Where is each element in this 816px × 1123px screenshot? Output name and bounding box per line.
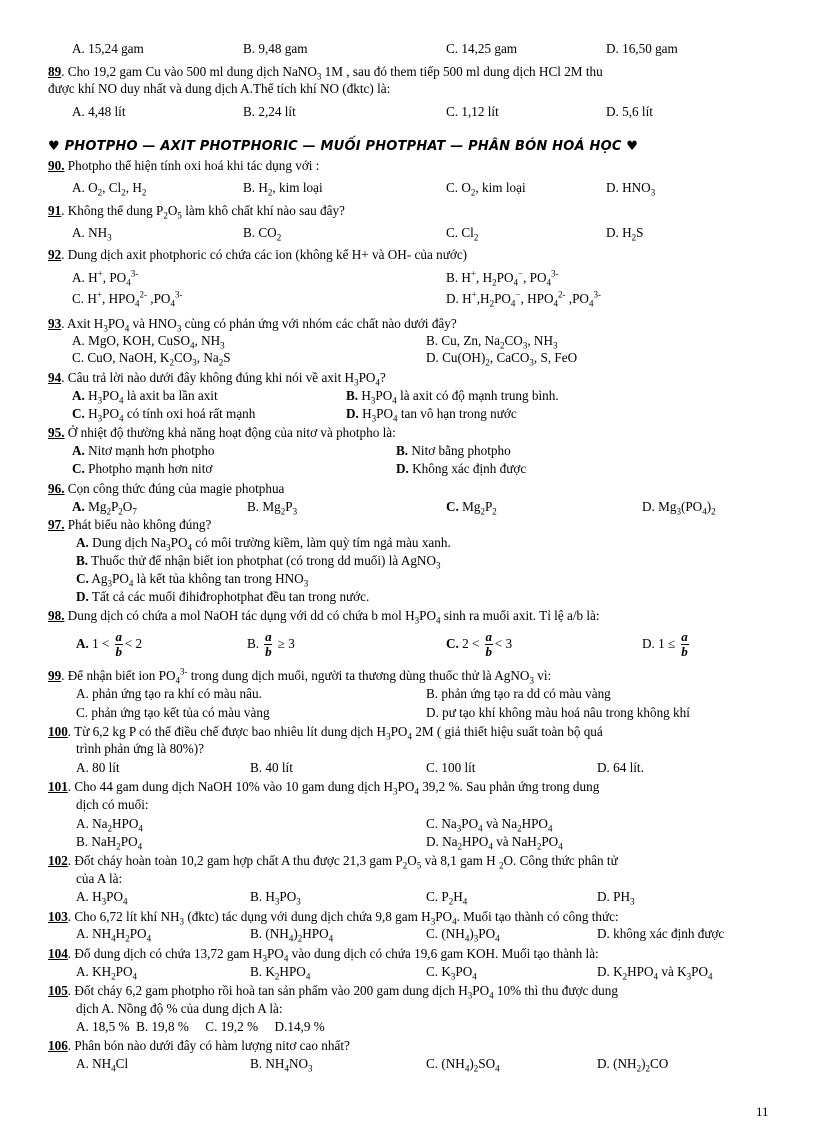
q96-option-d: D. $Mg_3(PO_4)_2$ <box>642 499 716 517</box>
q95-option-b: B. Nitơ bằng photpho <box>396 443 511 458</box>
q99-option-c: C. phản ứng tạo kết tủa có màu vàng <box>76 705 270 720</box>
q100-line1: 100. Từ 6,2 kg P có thể điều chế được bao nhiêu lít dung dịch $H_3PO_4$ 2M ( giả thiết hiệu suất toàn bộ quá <box>48 724 603 742</box>
q97-option-b: B. Thuốc thử để nhận biết ion photphat (có trong dd muối) là AgNO$_3$ <box>76 553 441 571</box>
q93-option-a: A. MgO, KOH, CuSO$_4$, $NH_3$ <box>72 333 225 351</box>
q99-option-a: A. phản ứng tạo ra khí có màu nâu. <box>76 686 262 701</box>
q91-option-c: C. $Cl_2$ <box>446 225 479 243</box>
q104-option-c: C. $K_3PO_4$ <box>426 964 477 982</box>
q101-line2: dịch có muối: <box>76 797 149 812</box>
q101-option-d: D. $Na_2HPO_4$ và $NaH_2PO_4$ <box>426 834 563 852</box>
page-number: 11 <box>756 1104 769 1119</box>
q93-stem: 93. Axit $H_3PO_4$ và $HNO_3$ cùng có phản ứng với nhóm các chất nào dưới đây? <box>48 316 457 334</box>
q95-stem: 95. Ở nhiệt độ thường khả năng hoạt động của nitơ và photpho là: <box>48 425 396 440</box>
q93-option-b: B. Cu, Zn, $Na_2CO_3$, $NH_3$ <box>426 333 558 351</box>
q100-option-c: C. 100 lít <box>426 760 476 775</box>
q89-option-c: C. 1,12 lít <box>446 104 499 119</box>
q88-option-d: D. 16,50 gam <box>606 41 678 56</box>
q95-option-a: A. Nitơ mạnh hơn photpho <box>72 443 215 458</box>
q106-option-b: B. $NH_4NO_3$ <box>250 1056 313 1074</box>
q89-option-d: D. 5,6 lít <box>606 104 653 119</box>
q100-option-a: A. 80 lít <box>76 760 120 775</box>
q92-option-a: A. H+, $PO_4^{3-}$ <box>72 268 139 288</box>
q102-line1: 102. Đốt cháy hoàn toàn 10,2 gam hợp chất A thu được 21,3 gam $P_2O_5$ và 8,1 gam H $_2$O. Công thức phân tử <box>48 853 618 871</box>
q90-option-a: A. $O_2$, $Cl_2$, $H_2$ <box>72 180 147 198</box>
q98-stem: 98. Dung dịch có chứa a mol NaOH tác dụng với dd có chứa b mol $H_3PO_4$ sinh ra muối axit. Tỉ lệ a/b là: <box>48 608 600 626</box>
q101-option-c: C. $Na_3PO_4$ và $Na_2HPO_4$ <box>426 816 553 834</box>
section-header: ♥ PHOTPHO — AXIT PHOTPHORIC — MUỐI PHOTPHAT — PHÂN BÓN HOÁ HỌC ♥ <box>48 139 639 154</box>
q103-option-a: A. $NH_4H_2PO_4$ <box>76 926 152 944</box>
q88-option-a: A. 15,24 gam <box>72 41 144 56</box>
q94-option-c: C. $H_3PO_4$ có tính oxi hoá rất mạnh <box>72 406 256 424</box>
q102-option-d: D. $PH_3$ <box>597 889 635 907</box>
q105-line1: 105. Đốt cháy 6,2 gam photpho rồi hoà tan sản phẩm vào 200 gam dung dịch $H_3PO_4$ 10% thì thu được dung <box>48 983 618 1001</box>
q103-option-b: B. $(NH_4)_2HPO_4$ <box>250 926 334 944</box>
q92-option-c: C. H+, $HPO_4^{2-}$ $,PO_4^{3-}$ <box>72 289 183 309</box>
q105-line2: dịch A. Nồng độ % của dung dịch A là: <box>76 1001 283 1016</box>
q103-option-d: D. không xác định được <box>597 926 725 941</box>
q95-option-d: D. Không xác định được <box>396 461 527 476</box>
q103-stem: 103. Cho 6,72 lít khí $NH_3$ (đktc) tác dụng với dung dịch chứa 9,8 gam $H_3PO_4$. Muối tạo thành có công thức: <box>48 909 619 927</box>
q106-option-d: D. $(NH_2)_2CO$ <box>597 1056 669 1074</box>
q106-stem: 106. Phân bón nào dưới đây có hàm lượng nitơ cao nhất? <box>48 1038 350 1053</box>
q100-option-b: B. 40 lít <box>250 760 293 775</box>
q104-option-b: B. $K_2HPO_4$ <box>250 964 311 982</box>
q88-option-b: B. 9,48 gam <box>243 41 308 56</box>
q97-option-a: A. Dung dịch $Na_3PO_4$ có môi trường kiềm, làm quỳ tím ngả màu xanh. <box>76 535 451 553</box>
q106-option-c: C. $(NH_4)_2SO_4$ <box>426 1056 500 1074</box>
q89-line2: được khí NO duy nhất và dung dịch A.Thể tích khí NO (đktc) là: <box>48 81 391 96</box>
q89-line1: 89. Cho 19,2 gam Cu vào 500 ml dung dịch NaNO$_3$ 1M , sau đó them tiếp 500 ml dung dịch HCl 2M thu <box>48 64 603 82</box>
q103-option-c: C. $(NH_4)_3PO_4$ <box>426 926 500 944</box>
q94-option-a: A. $H_3PO_4$ là axit ba lần axit <box>72 388 218 406</box>
q91-option-d: D. $H_2S$ <box>606 225 644 243</box>
q96-stem: 96. Cọn công thức đúng của magie photphua <box>48 481 285 496</box>
q90-option-c: C. $O_2$, kim loại <box>446 180 526 198</box>
q97-option-c: C. $Ag_3PO_4$ là kết tủa không tan trong $HNO_3$ <box>76 571 309 589</box>
q94-option-b: B. $H_3PO_4$ là axit có độ mạnh trung bình. <box>346 388 559 406</box>
q99-stem: 99. Để nhận biết ion $PO_4^{3-}$ trong dung dịch muối, người ta thương dùng thuốc thử là AgNO$_3$ vì: <box>48 666 552 686</box>
q96-option-a: A. $Mg_2P_2O_7$ <box>72 499 137 517</box>
q101-option-a: A. $Na_2HPO_4$ <box>76 816 143 834</box>
q92-option-b: B. H+, $H_2PO_4^-$, $PO_4^{3-}$ <box>446 268 559 288</box>
q96-option-c: C. $Mg_2P_2$ <box>446 499 497 517</box>
q100-option-d: D. 64 lít. <box>597 760 644 775</box>
q102-option-b: B. $H_3PO_3$ <box>250 889 301 907</box>
q98-option-c: C. 2 < $\frac{a}{b}$ < 3 <box>446 629 513 660</box>
q92-stem: 92. Dung dịch axit photphoric có chứa các ion (không kể H+ và OH- của nước) <box>48 247 468 262</box>
q104-option-a: A. $KH_2PO_4$ <box>76 964 138 982</box>
q92-option-d: D. $H^+,H_2PO_4^-$, $HPO_4^{2-}$ $,PO_4^{3-}$ <box>446 289 601 309</box>
q90-stem: 90. Photpho thể hiện tính oxi hoá khi tác dụng với : <box>48 158 320 173</box>
q91-stem: 91. Không thể dung $P_2O_5$ làm khô chất khí nào sau đây? <box>48 203 345 221</box>
q101-option-b: B. $NaH_2PO_4$ <box>76 834 143 852</box>
q96-option-b: B. $Mg_2P_3$ <box>247 499 298 517</box>
q93-option-c: C. CuO, NaOH, $K_2CO_3$, $Na_2S$ <box>72 350 231 368</box>
q91-option-a: A. $NH_3$ <box>72 225 112 243</box>
q104-stem: 104. Đổ dung dịch có chứa 13,72 gam $H_3PO_4$ vào dung dịch có chứa 19,6 gam KOH. Muối tạo thành là: <box>48 946 599 964</box>
q93-option-d: D. $Cu(OH)_2$, CaCO$_3$, S, FeO <box>426 350 578 368</box>
q102-option-c: C. $P_2H_4$ <box>426 889 468 907</box>
q106-option-a: A. $NH_4Cl$ <box>76 1056 129 1074</box>
q90-option-b: B. $H_2$, kim loại <box>243 180 323 198</box>
q102-line2: của A là: <box>76 871 123 886</box>
q99-option-b: B. phản ứng tạo ra dd có màu vàng <box>426 686 611 701</box>
q105-options: A. 18,5 % B. 19,8 % C. 19,2 % D.14,9 % <box>76 1019 325 1034</box>
q98-option-d: D. 1 ≤ $\frac{a}{b}$ <box>642 629 688 660</box>
q91-option-b: B. $CO_2$ <box>243 225 282 243</box>
q104-option-d: D. $K_2HPO_4$ và $K_3PO_4$ <box>597 964 713 982</box>
q102-option-a: A. $H_3PO_4$ <box>76 889 128 907</box>
q97-option-d: D. Tất cả các muối đihiđrophotphat đều tan trong nước. <box>76 589 370 604</box>
q94-stem: 94. Câu trả lời nào dưới đây không đúng khi nói về axit $H_3PO_4$? <box>48 370 386 388</box>
q98-option-b: B. $\frac{a}{b}$ ≥ 3 <box>247 629 295 660</box>
q88-option-c: C. 14,25 gam <box>446 41 518 56</box>
q99-option-d: D. pư tạo khí không màu hoá nâu trong không khí <box>426 705 690 720</box>
q101-line1: 101. Cho 44 gam dung dịch NaOH 10% vào 10 gam dung dịch $H_3PO_4$ 39,2 %. Sau phản ứng trong dung <box>48 779 600 797</box>
q95-option-c: C. Photpho mạnh hơn nitơ <box>72 461 213 476</box>
q100-line2: trình phản ứng là 80%)? <box>76 741 204 756</box>
q98-option-a: A. 1 < $\frac{a}{b}$ < 2 <box>76 629 143 660</box>
q90-option-d: D. $HNO_3$ <box>606 180 656 198</box>
q97-stem: 97. Phát biểu nào không đúng? <box>48 517 212 532</box>
q89-option-a: A. 4,48 lít <box>72 104 126 119</box>
q94-option-d: D. $H_3PO_4$ tan vô hạn trong nước <box>346 406 517 424</box>
q89-option-b: B. 2,24 lít <box>243 104 296 119</box>
